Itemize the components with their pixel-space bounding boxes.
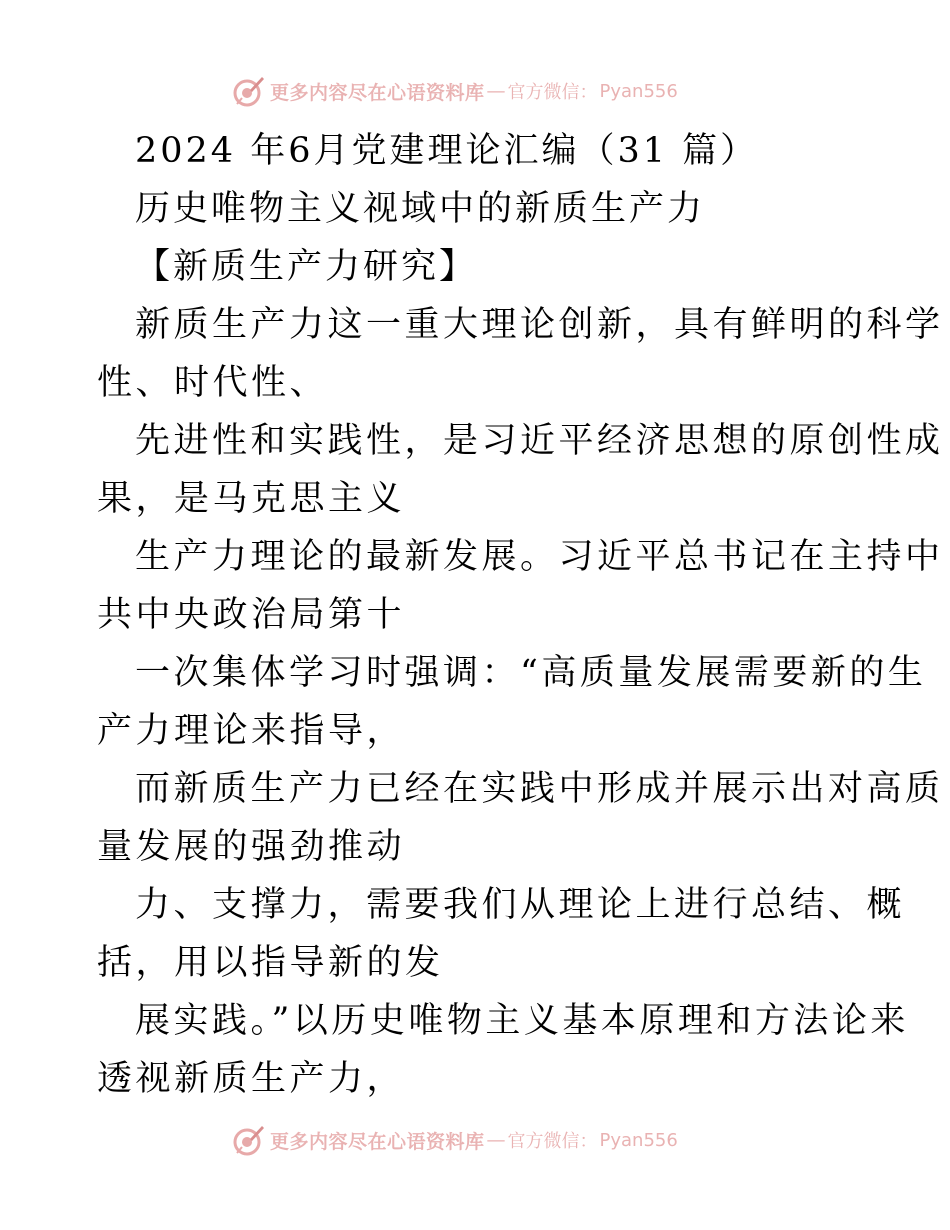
paragraph-line: 而新质生产力已经在实践中形成并展示出对高质 [135,769,944,809]
watermark-dash: — [486,1129,506,1151]
pen-logo-icon [232,1123,266,1157]
paragraph-line: 一次集体学习时强调：“高质量发展需要新的生 [135,653,927,693]
document-body [97,122,944,1108]
watermark-label: 官方微信： [507,1131,598,1152]
watermark-dash: — [486,80,506,102]
watermark-wechat-id: Pyan556 [599,1129,678,1151]
paragraph-line: 括，用以指导新的发 [97,943,444,983]
header-watermark [232,73,732,109]
document-title: 2024 年6月党建理论汇编（31 篇） [135,131,759,171]
footer-watermark [232,1122,732,1158]
paragraph-line: 产力理论来指导， [97,711,406,751]
watermark-wechat-id: Pyan556 [599,80,678,102]
paragraph-line: 量发展的强劲推动 [97,827,406,867]
paragraph-line: 生产力理论的最新发展。习近平总书记在主持中 [135,537,944,577]
watermark-site-text: 更多内容尽在心语资料库 [270,1130,485,1153]
paragraph-line: 力、支撑力，需要我们从理论上进行总结、概 [135,885,906,925]
watermark-site-text: 更多内容尽在心语资料库 [270,81,485,104]
paragraph-line: 果，是马克思主义 [97,479,406,519]
paragraph-line: 共中央政治局第十 [97,595,406,635]
paragraph-line: 透视新质生产力， [97,1059,406,1099]
paragraph-line: 性、时代性、 [97,363,329,403]
watermark-label: 官方微信： [507,82,598,103]
section-heading: 【新质生产力研究】 [135,247,478,287]
document-subtitle: 历史唯物主义视域中的新质生产力 [135,189,706,229]
paragraph-line: 先进性和实践性，是习近平经济思想的原创性成 [135,421,944,461]
paragraph-line: 展实践。”以历史唯物主义基本原理和方法论来 [135,1001,909,1041]
paragraph [97,296,944,1108]
pen-logo-icon [232,74,266,108]
paragraph-line: 新质生产力这一重大理论创新，具有鲜明的科学 [135,305,944,345]
